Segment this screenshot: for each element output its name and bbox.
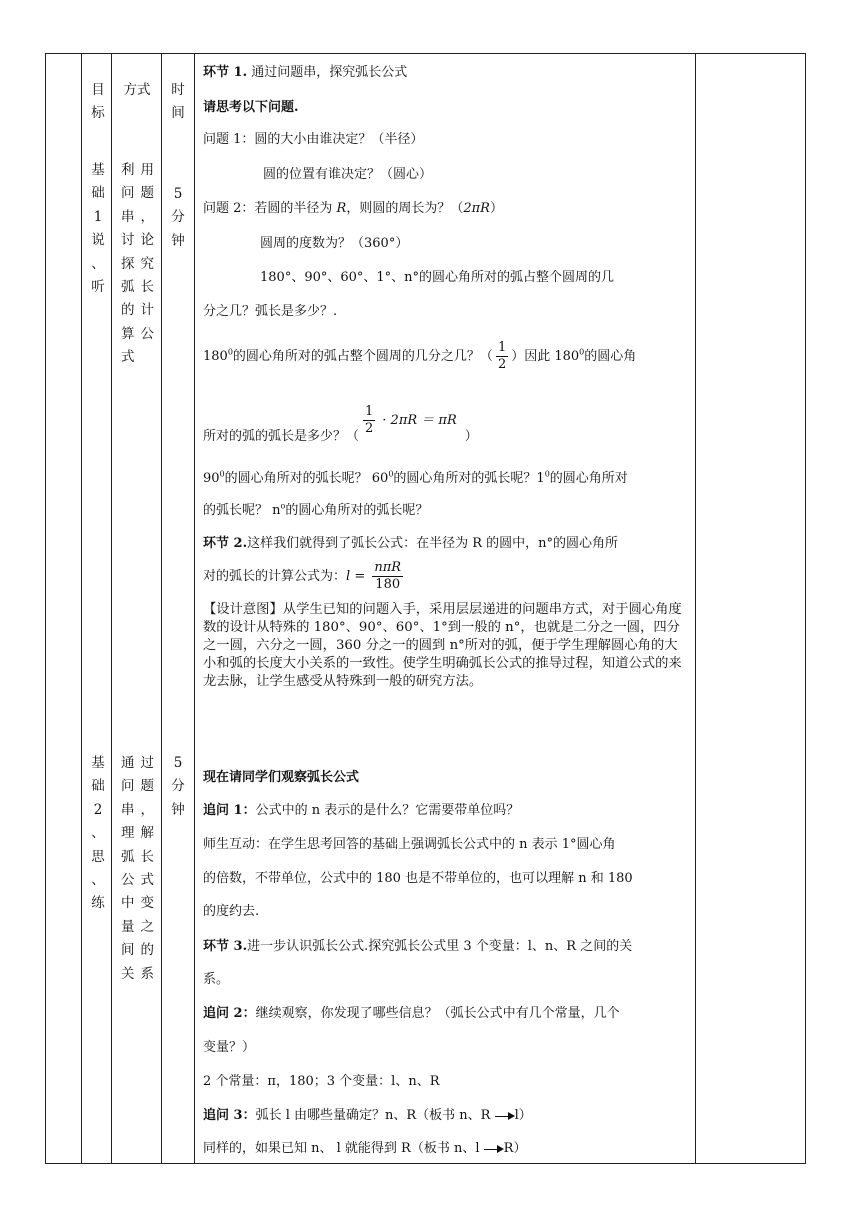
follow-up-3-label: 追问 3： <box>203 1108 256 1123</box>
table-divider-1 <box>81 53 82 1163</box>
fq-pre: 180 <box>203 349 228 364</box>
table-divider-5 <box>695 53 696 1163</box>
table-border-left <box>45 53 46 1163</box>
design-intent: 【设计意图】从学生已知的问题入手，采用层层递进的问题串方式，对于圆心角度数的设计从特殊的 180°、90°、60°、1°到一般的 n°，也就是二分之一圆，四分之一圆，六分之一圆，360 分之一的圆到 n°所对的弧，便于学生理解圆心角的大小和弧的长度大小关系的一致性。使学生明确弧长公式的推导过程，知道公式的来龙去脉，让学生感受从特殊到一般的研究方法。 <box>203 602 682 689</box>
table-bottom-border <box>45 1163 806 1164</box>
right-arrow-icon-2 <box>484 1145 504 1153</box>
header-time: 时 间 <box>171 82 185 122</box>
question-2 <box>203 197 503 216</box>
section-1-text: 通过问题串，探究弧长公式 <box>247 65 408 80</box>
observe-heading: 现在请同学们观察弧长公式 <box>203 770 360 785</box>
angles-line-1: 180°、90°、60°、1°、n°的圆心角所对的弧占整个圆周的几 <box>260 270 615 285</box>
section-1-heading <box>203 61 407 80</box>
arc-den: 2 <box>365 421 374 436</box>
interaction-line-3: 的度约去. <box>203 904 260 919</box>
formula-numerator: nπR <box>374 560 402 575</box>
more-arcs-line-1: $90^0$的圆心角所对的弧长呢？ $60^0$的圆心角所对的弧长呢？$1^0$的圆心角所对 <box>203 469 628 486</box>
m1a: 90 <box>203 471 220 486</box>
follow-up-1-text: 公式中的 n 表示的是什么？它需要带单位吗？ <box>255 803 520 818</box>
degree-question: 圆周的度数为？（360°） <box>260 236 409 251</box>
question-1a: 问题 1：圆的大小由谁决定？（半径） <box>203 132 424 147</box>
m1b: 的圆心角所对的弧长呢？ 60 <box>224 471 389 486</box>
fq-mid: 的圆心角所对的弧占整个圆周的几分之几？（ <box>232 349 493 364</box>
section-3-text-1: 进一步认识弧长公式.探究弧长公式里 3 个变量：l、n、R 之间的关 <box>247 939 633 954</box>
arc-question <box>203 404 478 444</box>
arc-answer: · 2πR ＝ πR <box>382 413 457 428</box>
row1-time: 5 分 钟 <box>171 186 185 249</box>
section-1-label: 环节 1. <box>203 65 248 80</box>
follow-up-3-text: 弧长 l 由哪些量确定？n、R（板书 n、R <box>255 1108 495 1123</box>
row2-method: 通过 问题 串， 理解 弧长 公式 中变 量之 间的 关系 <box>121 755 160 982</box>
section-2-label: 环节 2. <box>203 536 248 551</box>
q2-pre: 问题 2：若圆的半径为 <box>203 201 337 216</box>
follow-up-2-label: 追问 2： <box>203 1006 256 1021</box>
follow-up-2-line-2: 变量？） <box>203 1040 256 1055</box>
header-goal: 目 标 <box>91 82 105 122</box>
row1-method: 利用 问题 串， 讨论 探究 弧长 的计 算公 式 <box>121 162 160 366</box>
question-1b: 圆的位置有谁决定？（圆心） <box>263 167 433 182</box>
section-3-line-2: 系。 <box>203 972 230 987</box>
row2-goal: 基 础 2 、 思 、 练 <box>91 755 105 912</box>
follow-up-1 <box>203 799 519 818</box>
arc-q-text: 所对的弧的弧长是多少？（ <box>203 429 360 444</box>
table-divider-4 <box>194 53 195 1163</box>
follow-up-3-end: l） <box>514 1108 532 1123</box>
section-3-line-1 <box>203 935 632 954</box>
similarly-line <box>203 1137 526 1156</box>
fraction-denominator: 2 <box>497 357 507 372</box>
arc-num: 1 <box>365 404 374 419</box>
m1d: 的圆心角所对 <box>549 471 628 486</box>
similarly-end: R） <box>503 1141 527 1156</box>
q2-end: ） <box>489 201 503 216</box>
section-3-label: 环节 3. <box>203 939 248 954</box>
fraction-numerator: 1 <box>497 340 507 355</box>
constants-variables: 2 个常量：π，180；3 个变量：l、n、R <box>203 1074 440 1089</box>
formula-fraction <box>372 560 403 593</box>
section-2-text: 这样我们就得到了弧长公式：在半径为 R 的圆中，n°的圆心角所 <box>247 536 619 551</box>
more-arcs-line-2: 的弧长呢？ $n^o$的圆心角所对的弧长呢？ <box>203 501 429 518</box>
fq-tail: 的圆心角 <box>584 349 637 364</box>
table-divider-2 <box>111 53 112 1163</box>
m2b: 的圆心角所对的弧长呢？ <box>285 503 429 518</box>
interaction-line-2: 的倍数，不带单位，公式中的 180 也是不带单位的，也可以理解 n 和 180 <box>203 871 633 886</box>
similarly-text: 同样的，如果已知 n、 l 就能得到 R（板书 n、l <box>203 1141 484 1156</box>
follow-up-1-label: 追问 1： <box>203 803 256 818</box>
m1c: 的圆心角所对的弧长呢？1 <box>393 471 545 486</box>
m2a: 的弧长呢？ n <box>203 503 281 518</box>
arc-close: ） <box>464 429 478 444</box>
follow-up-2-text-1: 继续观察，你发现了哪些信息？（弧长公式中有几个常量，几个 <box>255 1006 620 1021</box>
formula-pre: 对的弧长的计算公式为： <box>203 569 347 584</box>
interaction-line-1: 师生互动：在学生思考回答的基础上强调弧长公式中的 n 表示 1°圆心角 <box>203 837 616 852</box>
fraction-question: $180^0$的圆心角所对的弧占整个圆周的几分之几？（ $\frac{1}{2}$ ）因此 $180^0$的圆心角 <box>203 340 637 372</box>
section-2-heading <box>203 532 618 551</box>
follow-up-3 <box>203 1104 532 1123</box>
q2-mid: ，则圆的周长为？（ <box>346 201 464 216</box>
table-top-border <box>45 53 806 54</box>
follow-up-2 <box>203 1002 620 1021</box>
think-prompt: 请思考以下问题. <box>203 100 299 115</box>
table-border-right <box>805 53 806 1163</box>
q2-answer: 2πR <box>463 201 490 216</box>
fq-post: ）因此 180 <box>511 349 580 364</box>
header-method: 方式 <box>123 82 151 98</box>
right-arrow-icon <box>495 1112 515 1120</box>
table-divider-3 <box>161 53 162 1163</box>
arc-length-formula: 对的弧长的计算公式为：l = $\frac{\text{nπR}}{180}$ <box>203 560 402 592</box>
formula-denominator: 180 <box>375 577 401 592</box>
row1-goal: 基 础 1 说 、 听 <box>91 162 105 296</box>
angles-line-2: 分之几？弧长是多少？. <box>203 304 338 319</box>
formula-l: l <box>346 569 351 584</box>
q2-radius: R <box>336 201 347 216</box>
row2-time: 5 分 钟 <box>171 755 185 818</box>
arc-half-fraction <box>363 404 375 437</box>
fraction-one-half <box>496 340 508 373</box>
